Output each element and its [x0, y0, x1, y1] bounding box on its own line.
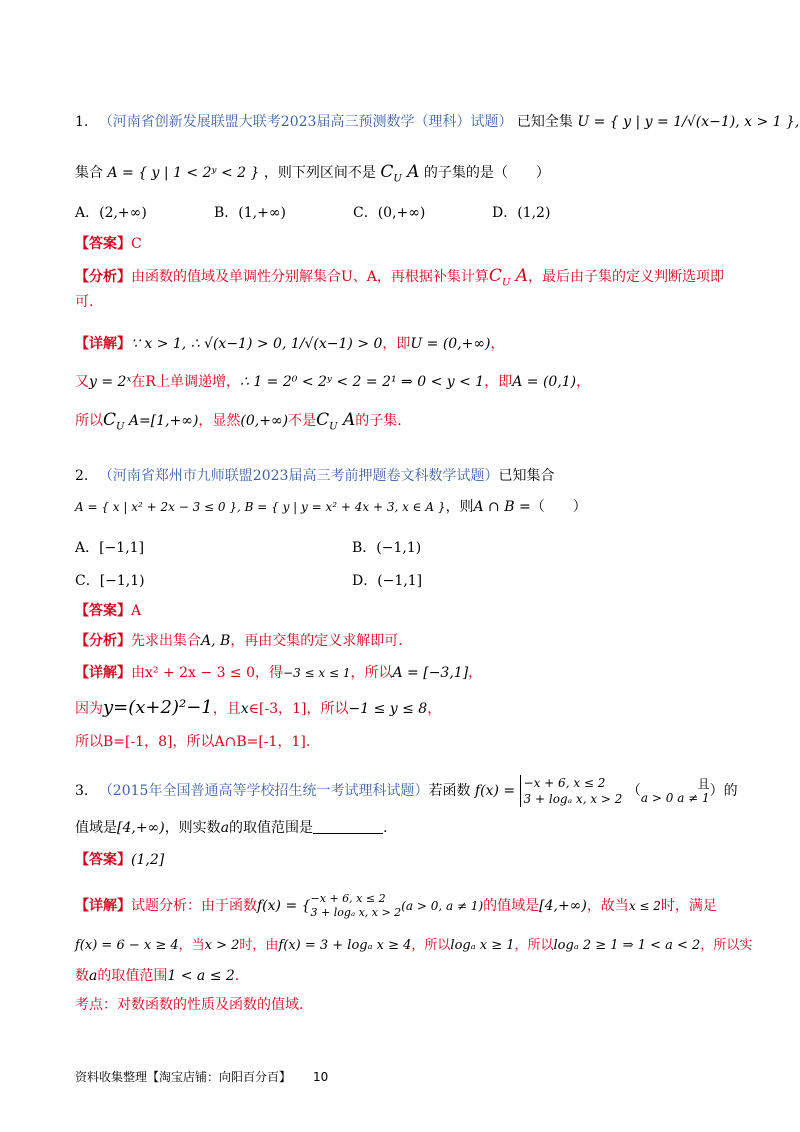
q2-stem-line2 [75, 497, 740, 517]
analysis-tag: 【分析】 [75, 269, 131, 285]
page-footer [75, 1068, 328, 1085]
q3-detail1-text-h: 时，满足 [660, 898, 717, 914]
q3-detail1-case-2: 3 + logₐ x, x > 2 [310, 906, 402, 919]
q2-detail2-func: y=(x+2)²−1 [103, 697, 213, 718]
answer-tag: 【答案】 [75, 852, 131, 868]
q3-detail1-condition: (a > 0, a ≠ 1) [401, 899, 484, 913]
answer-tag: 【答案】 [75, 236, 131, 252]
q1-detail2-text-e: ，即 [484, 374, 513, 390]
q2-detail1-set: A = [−3,1] [392, 665, 469, 681]
q1-set-u: U = { y | y = 1/√(x−1), x > 1 }, [577, 114, 800, 130]
q1-detail2-math: ∴ 1 = 2⁰ < 2ʸ < 2 = 2¹ ⇒ 0 < y < 1 [239, 374, 485, 390]
q3-detail1-case-1: −x + 6, x ≤ 2 [310, 892, 386, 905]
detail-tag: 【详解】 [75, 665, 131, 681]
q2-source: （河南省郑州市九师联盟2023届高三考前押题卷文科数学试题） [98, 468, 499, 484]
q1-detail3-set: A=[1,+∞) [128, 413, 199, 429]
q3-number: 3. [75, 783, 89, 799]
q2-answer [75, 601, 740, 621]
q1-detail-math-1: ∵ x > 1, ∴ √(x−1) > 0, 1/√(x−1) > 0 [131, 336, 383, 352]
q1-detail-u: U = (0,+∞) [410, 336, 491, 352]
q3-detail2-f1: f(x) = 6 − x ≥ 4 [75, 938, 179, 953]
q3-condition [641, 777, 710, 805]
q2-stem-text-3: （ ） [530, 499, 587, 515]
q3-stem-end: . [383, 820, 388, 836]
q3-detail3-range: 1 < a ≤ 2 [167, 968, 235, 984]
q1-detail3-complement: $C_U$ [103, 410, 125, 433]
q1-source: （河南省创新发展联盟大联考2023届高三预测数学（理科）试题） [98, 114, 513, 130]
q1-detail3-text-f: 的子集. [355, 413, 402, 429]
q3-detail-line2 [75, 936, 753, 956]
page-number: 10 [313, 1070, 329, 1084]
q3-detail2-log1: logₐ x ≥ 1 [450, 938, 515, 953]
q1-option-b: B．(1,+∞) [214, 205, 286, 221]
q1-number: 1. [75, 114, 89, 130]
answer-tag: 【答案】 [75, 603, 131, 619]
q1-stem-text: 已知全集 [516, 114, 573, 130]
q3-detail-line3 [75, 966, 740, 986]
q1-analysis-line1 [75, 266, 740, 293]
q3-kaodian: 考点：对数函数的性质及函数的值域. [75, 997, 304, 1013]
q3-case-1: −x + 6, x ≤ 2 [523, 776, 606, 790]
q3-detail2-f2: f(x) = 3 + logₐ x ≥ 4 [278, 938, 412, 953]
q2-detail-line3: 所以B=[-1，8]，所以A∩B=[-1，1]. [75, 734, 311, 750]
q3-range: [4,+∞) [117, 820, 165, 836]
q2-sets: A = { x | x² + 2x − 3 ≤ 0 }, B = { y | y = x² + 4x + 3, x ∈ A } [75, 500, 446, 514]
q3-detail2-text-b: ，当 [178, 938, 205, 953]
q2-detail-line2 [75, 698, 740, 719]
q1-answer-value: C [131, 236, 142, 252]
q3-piecewise [520, 775, 623, 807]
q3-detail2-x-cond: x > 2 [204, 938, 240, 953]
q2-analysis-sets: A, B [201, 633, 231, 649]
q2-option-a: A．[−1,1] [75, 540, 145, 556]
q1-set-a: A = { y | 1 < 2ʸ < 2 } [107, 165, 260, 181]
q2-analysis-text: 先求出集合 [131, 633, 201, 649]
q1-detail3-text-e: 不是 [288, 413, 317, 429]
q3-detail1-piecewise [311, 892, 402, 920]
q3-answer-blank [313, 819, 383, 834]
q1-analysis-complement: $C_U$ A [488, 266, 529, 289]
q1-detail-text: ，即 [382, 336, 411, 352]
q1-stem-line2 [75, 162, 740, 189]
q2-detail1-comma: ， [468, 665, 483, 681]
q1-answer [75, 234, 740, 254]
q1-analysis-text-2: ，最后由子集的定义判断选项即 [528, 269, 725, 285]
q1-detail2-text-c: 在R上单调递增， [131, 374, 240, 390]
q2-option-d: D．(−1,1] [352, 573, 423, 589]
q3-detail1-text-d: 的值域是 [483, 898, 540, 914]
q2-detail2-range: −1 ≤ y ≤ 8 [348, 701, 428, 717]
q3-detail1-text-a: 试题分析：由于函数 [131, 898, 257, 914]
q2-intersection: A ∩ B = [473, 499, 531, 515]
q1-detail-line1 [75, 334, 740, 354]
q1-detail2-a-set: A = (0,1) [512, 374, 577, 390]
q3-case-2: 3 + logₐ x, x > 2 [523, 792, 623, 806]
q2-detail1-range: −3 ≤ x ≤ 1 [283, 666, 351, 680]
q2-detail-line1 [75, 663, 740, 683]
q3-detail3-text-c: 的取值范围 [97, 968, 168, 984]
detail-tag: 【详解】 [75, 898, 131, 914]
q1-stem-line1 [75, 112, 800, 132]
footer-text: 资料收集整理【淘宝店铺：向阳百分百】 [75, 1070, 292, 1084]
q2-option-c: C．[−1,1) [75, 573, 145, 589]
q1-option-d: D．(1,2) [492, 205, 551, 221]
q1-analysis-text: 由函数的值域及单调性分别解集合U、A，再根据补集计算 [131, 269, 489, 285]
q2-detail2-text-a: 因为 [75, 701, 103, 717]
q3-stem-text-4: 的取值范围是 [229, 820, 314, 836]
q3-cond-2: a ≠ 1 [677, 791, 710, 805]
q1-detail3-text-c: ，显然 [198, 413, 241, 429]
q3-detail2-text-j: ，所以实 [700, 938, 753, 953]
q3-detail1-func: f(x) = { [257, 898, 311, 914]
q3-stem-line2 [75, 818, 740, 838]
q2-detail2-comma: ， [427, 701, 442, 717]
q1-option-a: A．(2,+∞) [75, 205, 147, 221]
q2-detail1-text-c: ，所以 [350, 665, 393, 681]
q3-detail1-text-f: ，故当 [586, 898, 629, 914]
q3-cond-and: 且 [697, 777, 710, 791]
q1-detail3-text-a: 所以 [75, 413, 103, 429]
q3-stem-text-2: 值域是 [75, 820, 117, 836]
q2-stem-text-2: ，则 [445, 499, 474, 515]
q2-number: 2. [75, 468, 89, 484]
q2-option-b: B．(−1,1) [352, 540, 422, 556]
q3-answer [75, 850, 740, 870]
q1-detail-line2 [75, 372, 740, 392]
q2-stem-text: 已知集合 [498, 468, 555, 484]
q1-detail2-func: y = 2ˣ [89, 374, 132, 390]
q1-complement: $C_U$ A [380, 162, 420, 185]
q1-detail2-comma: ， [576, 374, 591, 390]
q2-stem-line1 [75, 466, 740, 486]
analysis-tag: 【分析】 [75, 633, 131, 649]
q3-paren-close: ）的 [709, 783, 738, 799]
q3-paren-open: （ [626, 783, 641, 799]
q3-detail2-log2: logₐ 2 ≥ 1 ⇒ 1 < a < 2 [553, 938, 701, 953]
q2-detail1-text-a: 由x² + 2x − 3 ≤ 0，得 [131, 665, 284, 681]
q1-stem-text-2: 集合 [75, 165, 103, 181]
q1-detail3-interval: (0,+∞) [240, 413, 289, 429]
q3-detail2-text-d: 时，由 [239, 938, 279, 953]
q1-analysis-line2: 可. [75, 294, 94, 310]
q1-stem-text-4: 的子集的是（ ） [423, 165, 550, 181]
q3-var-a: a [220, 820, 230, 836]
q3-detail3-end: . [234, 968, 240, 984]
q1-detail-comma: ， [490, 336, 505, 352]
q3-stem-text: 若函数 [428, 783, 471, 799]
q1-option-c: C．(0,+∞) [353, 205, 426, 221]
detail-tag: 【详解】 [75, 336, 131, 352]
q3-function-name: f(x) = [474, 783, 516, 799]
q3-detail1-x-cond: x ≤ 2 [628, 899, 661, 913]
q3-detail3-text-a: 数 [75, 968, 89, 984]
q2-detail2-text-e: ∈[-3，1]，所以 [248, 701, 349, 717]
q3-detail1-range: [4,+∞) [539, 898, 587, 914]
q1-detail2-text-a: 又 [75, 374, 89, 390]
q3-detail3-a: a [89, 968, 98, 984]
q3-cond-1: a > 0 [640, 791, 674, 805]
q3-detail2-text-h: ，所以 [514, 938, 554, 953]
q1-detail3-complement-2: $C_U$ A [316, 410, 356, 433]
q3-stem-line1 [75, 775, 740, 811]
q1-detail-line3 [75, 410, 740, 437]
q3-source: （2015年全国普通高等学校招生统一考试理科试题） [98, 783, 429, 799]
q3-detail2-text-f: ，所以 [411, 938, 451, 953]
q1-stem-text-3: ，则下列区间不是 [263, 165, 376, 181]
q3-answer-value: (1,2] [131, 852, 165, 868]
q2-analysis [75, 631, 740, 651]
q3-detail-line1 [75, 892, 740, 922]
q2-analysis-text-2: ，再由交集的定义求解即可. [230, 633, 403, 649]
q2-detail2-x: x [240, 701, 249, 717]
q3-stem-text-3: ，则实数 [164, 820, 221, 836]
q2-answer-value: A [131, 603, 142, 619]
q2-detail2-text-c: ，且 [212, 701, 241, 717]
